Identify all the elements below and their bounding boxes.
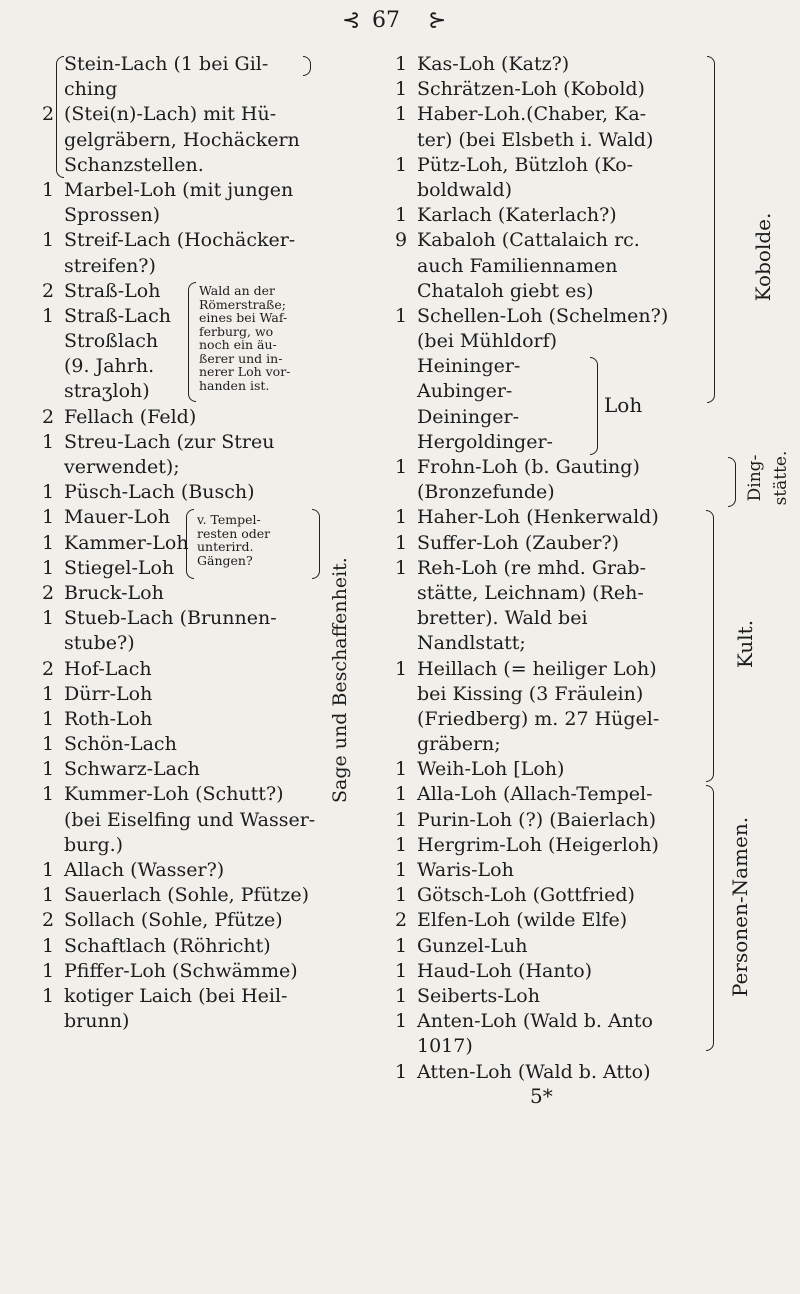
list-item: (Friedberg) m. 27 Hügel- [417, 707, 660, 730]
loh-label: Loh [604, 393, 643, 417]
list-item: 1 Hergrim-Loh (Heigerloh) [395, 833, 659, 856]
list-item: 9 Kabaloh (Cattalaich rc. [395, 229, 640, 252]
list-item: gelgräbern, Hochäckern [64, 128, 300, 151]
list-item: auch Familiennamen [417, 254, 618, 277]
list-item: 1 Streif-Lach (Hochäcker- [42, 229, 296, 252]
list-item: 1 Haber-Loh.(Chaber, Ka- [395, 103, 647, 126]
list-item: 1 Waris-Loh [395, 859, 514, 881]
kobolde-brace [707, 56, 715, 403]
staette-label: stätte. [771, 450, 791, 506]
list-item: Hergoldinger- [417, 430, 553, 453]
list-item: boldwald) [417, 178, 513, 201]
list-item: Heininger- [417, 355, 521, 378]
footer-signature: 5* [530, 1084, 553, 1108]
list-item: Chataloh giebt es) [417, 279, 594, 302]
list-item: 1 Haud-Loh (Hanto) [395, 959, 593, 982]
list-item: 1 Streu-Lach (zur Streu [42, 430, 275, 453]
list-item: bretter). Wald bei [417, 607, 588, 630]
list-item: 1 Kas-Loh (Katz?) [395, 53, 570, 75]
list-item: 1 Frohn-Loh (b. Gauting) [395, 456, 640, 478]
center-label: Sage und Beschaffenheit. [329, 557, 351, 803]
list-item: 1 Püsch-Lach (Busch) [42, 481, 255, 504]
kult-label: Kult. [733, 619, 757, 669]
brace [186, 509, 194, 579]
list-item: 1 Stiegel-Loh [42, 556, 175, 579]
page-header [0, 8, 800, 38]
list-item: straʒloh) [64, 380, 150, 403]
list-item: (9. Jahrh. [64, 355, 155, 378]
list-item: (Bronzefunde) [417, 481, 555, 504]
list-item: 2 (Stei(n)-Lach) mit Hü- [42, 103, 277, 126]
list-item: 1 Götsch-Loh (Gottfried) [395, 884, 635, 907]
list-item: 1 Seiberts-Loh [395, 984, 540, 1007]
list-item: 2 Sollach (Sohle, Pfütze) [42, 909, 283, 932]
list-item: 1 Heillach (= heiliger Loh) [395, 657, 657, 680]
list-item: 1 Atten-Loh (Wald b. Atto) [395, 1060, 651, 1083]
list-item: Aubinger- [417, 380, 513, 403]
list-item: 1 Schaftlach (Röhricht) [42, 934, 271, 957]
list-item: 2 Straß-Loh [42, 279, 161, 302]
list-item: Schanzstellen. [64, 153, 204, 176]
list-item: ching [64, 78, 118, 101]
list-item: 1 Roth-Loh [42, 707, 153, 730]
header-left-ornament: ⊰ [342, 8, 361, 33]
list-item: 1 Kammer-Loh [42, 531, 189, 554]
list-item: stätte, Leichnam) (Reh- [417, 581, 644, 604]
kult-brace [706, 510, 714, 782]
brace [312, 509, 320, 579]
list-item: 1 Alla-Loh (Allach-Tempel- [395, 783, 653, 806]
list-item: Stein-Lach (1 bei Gil- [64, 53, 269, 75]
list-item: 1 Reh-Loh (re mhd. Grab- [395, 556, 646, 579]
list-item: 1 Pfiffer-Loh (Schwämme) [42, 959, 298, 982]
list-item: Nandlstatt; [417, 632, 526, 655]
ding-brace [728, 457, 736, 507]
list-item: brunn) [64, 1010, 130, 1033]
list-item: 1 Schwarz-Lach [42, 758, 200, 781]
list-item: 1 Dürr-Loh [42, 682, 153, 705]
list-item: 1 Haher-Loh (Henkerwald) [395, 506, 659, 529]
list-item: verwendet); [64, 456, 180, 478]
kobolde-label: Kobolde. [751, 212, 775, 302]
list-item: Deininger- [417, 405, 520, 428]
list-item: 1 Schrätzen-Loh (Kobold) [395, 78, 645, 101]
list-item: 1 Straß-Lach [42, 304, 171, 327]
list-item: 1 Stueb-Lach (Brunnen- [42, 607, 277, 630]
list-item: 1 kotiger Laich (bei Heil- [42, 984, 288, 1007]
list-item: 1 Gunzel-Luh [395, 934, 528, 957]
list-item: 1 Kummer-Loh (Schutt?) [42, 783, 284, 806]
list-item: gräbern; [417, 733, 501, 756]
loh-brace [590, 357, 598, 455]
list-item: 1 Suffer-Loh (Zauber?) [395, 531, 620, 554]
ding-label: Ding- [745, 454, 765, 502]
list-item: 1 Pütz-Loh, Bützloh (Ko- [395, 153, 634, 176]
list-item: 1 Weih-Loh [Loh) [395, 758, 565, 781]
list-item: 1017) [417, 1035, 473, 1058]
personen-brace [706, 785, 714, 1051]
brace [56, 56, 64, 178]
list-item: 1 Sauerlach (Sohle, Pfütze) [42, 884, 310, 907]
brace [188, 282, 196, 402]
list-item: 1 Marbel-Loh (mit jungen [42, 178, 294, 201]
list-item: 1 Schön-Lach [42, 733, 177, 756]
list-item: 1 Schellen-Loh (Schelmen?) [395, 304, 669, 327]
list-item: burg.) [64, 833, 124, 856]
list-item: (bei Mühldorf) [417, 330, 558, 353]
list-item: Stroßlach [64, 330, 159, 353]
list-item: 2 Bruck-Loh [42, 581, 164, 604]
list-item: 1 Mauer-Loh [42, 506, 171, 529]
list-item: 1 Karlach (Katerlach?) [395, 204, 617, 227]
tempel-note: v. Tempel- resten oder unterird. Gängen? [197, 512, 271, 568]
header-right-ornament: ⊱ [428, 8, 447, 33]
personen-label: Personen-Namen. [728, 816, 752, 997]
list-item: 1 Allach (Wasser?) [42, 859, 225, 881]
strasse-note: Wald an der Römerstraße; eines bei Waf- ferburg, wo noch ein äu- ßerer und in- nerer Loh vor- handen ist. [199, 283, 291, 393]
list-item: 2 Hof-Lach [42, 657, 152, 680]
list-item: bei Kissing (3 Fräulein) [417, 682, 644, 705]
list-item: Sprossen) [64, 204, 161, 227]
list-item: 1 Anten-Loh (Wald b. Anto [395, 1010, 653, 1033]
page-number: 67 [372, 8, 400, 33]
list-item: 1 Purin-Loh (?) (Baierlach) [395, 808, 657, 831]
list-item: streifen?) [64, 254, 156, 277]
list-item: (bei Eiselfing und Wasser- [64, 808, 316, 831]
list-item: 2 Elfen-Loh (wilde Elfe) [395, 909, 628, 932]
list-item: stube?) [64, 632, 135, 655]
list-item: 2 Fellach (Feld) [42, 405, 197, 428]
list-item: ter) (bei Elsbeth i. Wald) [417, 128, 654, 151]
right-column [395, 52, 695, 1085]
